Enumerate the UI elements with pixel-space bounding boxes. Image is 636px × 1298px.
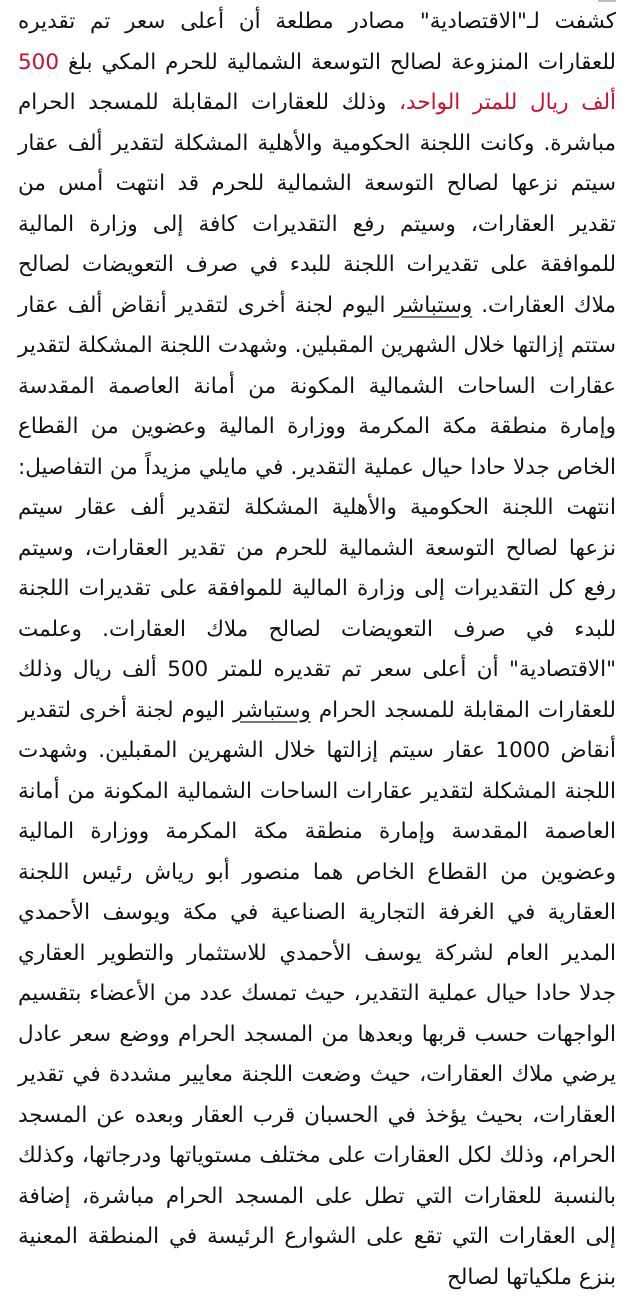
article-body — [18, 2, 616, 1298]
article-text-intro: كشفت لـ"الاقتصادية" مصادر مطلعة أن أعلى سعر تم تقديره للعقارات المنزوعة لصالح التوسعة الشمالية للحرم المكي بلغ — [18, 9, 616, 75]
underlined-word-1: وستباشر — [394, 292, 473, 318]
highlighted-price: 500 ألف ريال للمتر الواحد، — [18, 49, 617, 115]
article-text-1: وذلك للعقارات المقابلة للمسجد الحرام مباشرة. وكانت اللجنة الحكومية والأهلية المشكلة لتقدير ألف عقار سيتم نزعها لصالح التوسعة الشمالية للحرم قد انتهت أمس من تقدير العقارات، وسيتم رفع التقديرات كافة إلى وزارة المالية للموافقة على تقديرات اللجنة للبدء في صرف التعويضات لصالح ملاك العقارات. — [18, 90, 616, 318]
underlined-word-2: وستباشر — [232, 697, 311, 723]
article-paragraph — [18, 2, 616, 1298]
article-text-3: اليوم لجنة أخرى لتقدير أنقاض 1000 عقار سيتم إزالتها خلال الشهرين المقبلين. وشهدت اللجنة المشكلة لتقدير عقارات الساحات الشمالية المكونة من أمانة العاصمة المقدسة وإمارة منطقة مكة المكرمة ووزارة المالية وعضوين من القطاع الخاص هما منصور أبو رياش رئيس اللجنة العقارية في الغرفة التجارية الصناعية في مكة ويوسف الأحمدي المدير العام لشركة يوسف الأحمدي للاستثمار والتطوير العقاري جدلا حادا حيال عملية التقدير، حيث تمسك عدد من الأعضاء بتقسيم الواجهات حسب قربها وبعدها من المسجد الحرام ووضع سعر عادل يرضي ملاك العقارات، حيث وضعت اللجنة معايير مشددة في تقدير العقارات، بحيث يؤخذ في الحسبان قرب العقار وبعده عن المسجد الحرام، وذلك لكل العقارات على مختلف مستوياتها ودرجاتها، وكذلك بالنسبة للعقارات التي تطل على المسجد الحرام مباشرة، إضافة إلى العقارات التي تقع على الشوارع الرئيسة في المنطقة المعنية بنزع ملكياتها لصالح — [18, 697, 616, 1290]
article-text-2: اليوم لجنة أخرى لتقدير أنقاض ألف عقار ستتم إزالتها خلال الشهرين المقبلين. وشهدت اللجنة المشكلة لتقدير عقارات الساحات الشمالية المكونة من أمانة العاصمة المقدسة وإمارة منطقة مكة المكرمة ووزارة المالية وعضوين من القطاع الخاص جدلا حادا حيال عملية التقدير. في مايلي مزيداً من التفاصيل: انتهت اللجنة الحكومية والأهلية المشكلة لتقدير ألف عقار سيتم نزعها لصالح التوسعة الشمالية للحرم من تقدير العقارات، وسيتم رفع كل التقديرات إلى وزارة المالية للموافقة على تقديرات اللجنة للبدء في صرف التعويضات لصالح ملاك العقارات. وعلمت "الاقتصادية" أن أعلى سعر تم تقديره للمتر 500 ألف ريال وذلك للعقارات المقابلة للمسجد الحرام — [18, 292, 617, 723]
